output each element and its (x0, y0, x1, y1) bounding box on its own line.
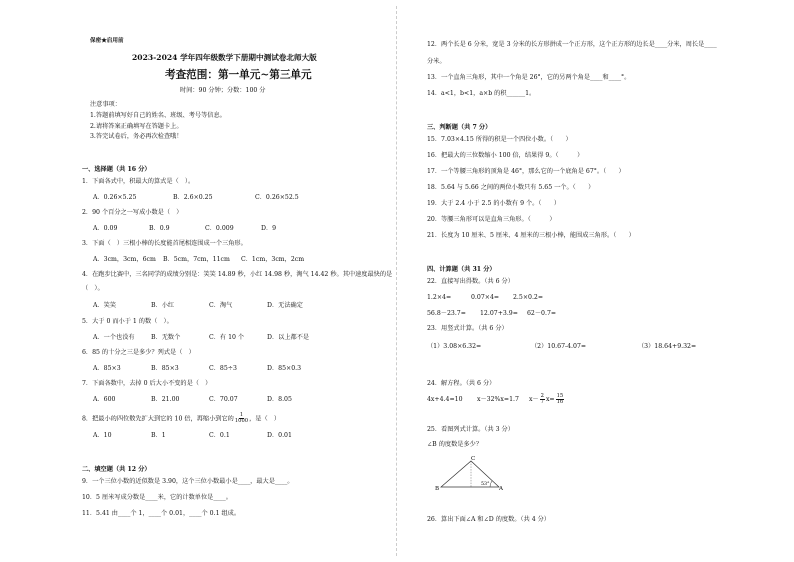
option[interactable]: B．无数个 (151, 334, 181, 341)
option[interactable]: C．0.26×52.5 (255, 194, 299, 201)
option[interactable]: A．10 (93, 432, 112, 439)
question-8 (82, 413, 280, 425)
question-2: 2．90 个百分之一写成小数是（ ） (82, 209, 183, 216)
option[interactable]: D．无法确定 (267, 302, 303, 309)
option[interactable]: B．2.6×0.25 (173, 194, 213, 201)
option[interactable]: C．1cm，3cm，2cm (241, 256, 305, 263)
option[interactable]: A．0.26×5.25 (93, 194, 137, 201)
question-23: 23．用竖式计算。（共 6 分） (427, 325, 508, 332)
question-12[interactable]: 12．两个长是 6 分米，宽是 3 分米的长方形拼成一个正方形，这个正方形的边长是____分米，周长是____ (427, 41, 717, 48)
fraction-denominator: 16 (556, 399, 564, 406)
question-4-cont: （ ）。 (82, 285, 104, 292)
calc-item[interactable]: 62－0.7= (527, 310, 557, 317)
option[interactable]: C．0.1 (209, 432, 230, 439)
option[interactable]: B．85×3 (151, 365, 179, 372)
note-item: 3.答完试卷后，务必再次检查哦！ (90, 133, 183, 140)
question-8-text: 8．把最小的四位数先扩大到它的 10 倍，再缩小到它的 (82, 415, 234, 423)
fraction-denominator: 1000 (234, 418, 249, 425)
question-3: 3．下面（ ）三根小棒的长度能首尾相连围成一个三角形。 (82, 240, 247, 247)
note-item: 2.请将答案正确填写在答题卡上。 (90, 123, 183, 130)
question-1: 1．下面各式中，积最大的算式是（ ）。 (82, 178, 195, 185)
option[interactable]: D．85×0.3 (267, 365, 302, 372)
question-8-text-end: ，是（ ） (249, 415, 281, 423)
notes-heading: 注意事项： (90, 101, 121, 108)
question-25: 25．看图列式计算。（共 3 分） (427, 426, 514, 433)
question-3-options (93, 256, 305, 264)
option[interactable]: B．5cm，7cm，11cm (163, 256, 230, 263)
exam-scope: 考查范围：第一单元~第三单元 (165, 69, 312, 81)
question-5: 5．大于 0 而小于 1 的数（ ）。 (82, 318, 173, 325)
question-22: 22．直接写出得数。（共 6 分） (427, 278, 514, 285)
fraction (235, 413, 248, 425)
calc-item[interactable]: 0.07×4= (471, 294, 500, 301)
question-15[interactable]: 15．7.03×4.15 所得的积是一个四位小数。（ ） (427, 136, 572, 143)
question-6-options (93, 365, 319, 373)
option[interactable]: B．1 (151, 432, 166, 439)
right-page (397, 0, 794, 562)
option[interactable]: B．0.9 (149, 225, 170, 232)
question-12-cont: 分米。 (427, 58, 446, 65)
angle-arc (490, 481, 492, 487)
vertex-label-c: C (471, 456, 476, 462)
fraction-numerator: 2 (540, 393, 544, 399)
fraction-denominator: 7 (540, 399, 544, 406)
question-8-options (93, 432, 319, 440)
question-23-items (427, 343, 696, 351)
fraction (540, 394, 545, 406)
confidential-mark: 保密★启用前 (90, 38, 124, 44)
vertical-calc-item[interactable]: （2）10.67-4.07= (531, 343, 587, 350)
question-4-options (93, 302, 319, 310)
question-7-options (93, 396, 319, 404)
option[interactable]: C．淘气 (209, 302, 233, 309)
calc-item[interactable]: 2.5×0.2= (513, 294, 544, 301)
vertical-calc-item[interactable]: （1）3.08×6.32= (427, 343, 482, 350)
option[interactable]: D．8.05 (267, 396, 292, 403)
fraction-numerator: 1 (239, 412, 244, 418)
option[interactable]: D．0.01 (267, 432, 292, 439)
fraction (556, 394, 565, 406)
question-16[interactable]: 16．把最大的三位数缩小 100 倍，结果得 9。（ ） (427, 152, 584, 159)
equation[interactable]: x－32%x=1.7 (476, 396, 519, 404)
option[interactable]: D．9 (261, 225, 277, 232)
question-7: 7．下面各数中，去掉 0 后大小不变的是（ ） (82, 380, 212, 387)
fraction-numerator: 15 (556, 393, 564, 399)
question-1-options (93, 194, 307, 202)
vertex-label-b: B (435, 486, 440, 492)
option[interactable]: A．一个也没有 (93, 334, 135, 341)
equation[interactable]: 4x+4.4=10 (427, 396, 463, 404)
question-26: 26．算出下面∠A 和∠D 的度数。（共 4 分） (427, 516, 550, 523)
question-25-sub: ∠B 的度数是多少？ (427, 441, 483, 448)
option[interactable]: B．小红 (151, 302, 175, 309)
question-6: 6．85 的十分之三是多少？列式是（ ） (82, 349, 195, 356)
option[interactable]: D．以上都不是 (267, 334, 310, 341)
section-judge-heading: 三、判断题（共 7 分） (427, 124, 492, 131)
triangle-figure (435, 455, 505, 493)
question-4: 4．在跑步比赛中，三名同学的成绩分别是：笑笑 14.89 秒，小红 14.98 秒，淘气 14.42 秒。其中速度最快的是 (82, 271, 393, 278)
option[interactable]: C．70.07 (209, 396, 238, 403)
vertex-label-a: A (499, 486, 503, 492)
option[interactable]: A．3cm，3cm，6cm (93, 256, 156, 263)
option[interactable]: A．笑笑 (93, 302, 117, 309)
option[interactable]: A．85×3 (93, 365, 121, 372)
question-11[interactable]: 11．5.41 由____个 1，____个 0.01，____个 0.1 组成。 (82, 510, 241, 517)
exam-timing: 时间：90 分钟；分数：100 分 (180, 87, 266, 94)
question-20[interactable]: 20．等腰三角形可以是直角三角形。（ ） (427, 216, 556, 223)
question-9[interactable]: 9．一个三位小数的近似数是 3.90，这个三位小数最小是____，最大是____。 (82, 478, 294, 485)
option[interactable]: A．0.09 (93, 225, 118, 232)
vertical-calc-item[interactable]: （3）18.64+9.32= (638, 343, 697, 350)
option[interactable]: A．600 (93, 396, 116, 403)
equation-part: x= (545, 396, 555, 404)
question-14[interactable]: 14．a<1，b<1，a×b 的积______1。 (427, 90, 536, 97)
option[interactable]: C．有 10 个 (209, 334, 245, 341)
section-fill-heading: 二、填空题（共 12 分） (82, 466, 151, 473)
exam-title: 2023-2024 学年四年级数学下册期中测试卷北师大版 (132, 53, 317, 62)
calc-item[interactable]: 56.8－23.7= (427, 310, 466, 317)
question-18[interactable]: 18．5.64 与 5.66 之间的两位小数只有 5.65 一个。（ ） (427, 184, 595, 191)
question-10[interactable]: 10．5 厘米写成分数是____米，它的计数单位是____。 (82, 494, 232, 501)
calc-item[interactable]: 1.2×4= (427, 294, 452, 301)
question-22-row-1 (427, 294, 543, 302)
question-5-options (93, 334, 319, 342)
question-13[interactable]: 13．一个直角三角形，其中一个角是 26°，它的另两个角是____和____°。 (427, 74, 631, 81)
question-21[interactable]: 21．长度为 10 厘米、5 厘米、4 厘米的三根小棒，能围成三角形。（ ） (427, 232, 635, 239)
question-24-equations (427, 394, 565, 406)
angle-label: 53° (481, 482, 490, 487)
triangle-outline (441, 461, 499, 487)
option[interactable]: B．21.00 (151, 396, 180, 403)
question-22-row-2 (427, 310, 556, 318)
option[interactable]: C．0.009 (205, 225, 234, 232)
question-17[interactable]: 17．一个等腰三角形的顶角是 46°，那么它的一个底角是 67°。（ ） (427, 168, 625, 175)
question-19[interactable]: 19．大于 2.4 小于 2.5 的小数有 9 个。（ ） (427, 200, 561, 207)
equation[interactable] (528, 393, 565, 406)
equation-part: x－ (528, 396, 539, 404)
calc-item[interactable]: 12.07+3.9= (480, 310, 518, 317)
question-24: 24．解方程。（共 6 分） (427, 380, 496, 387)
section-calc-heading: 四、计算题（共 31 分） (427, 266, 496, 273)
section-choice-heading: 一、选择题（共 16 分） (82, 166, 151, 173)
note-item: 1.答题前填写好自己的姓名、班级、考号等信息。 (90, 112, 226, 119)
option[interactable]: C．85÷3 (209, 365, 237, 372)
question-2-options (93, 225, 313, 233)
